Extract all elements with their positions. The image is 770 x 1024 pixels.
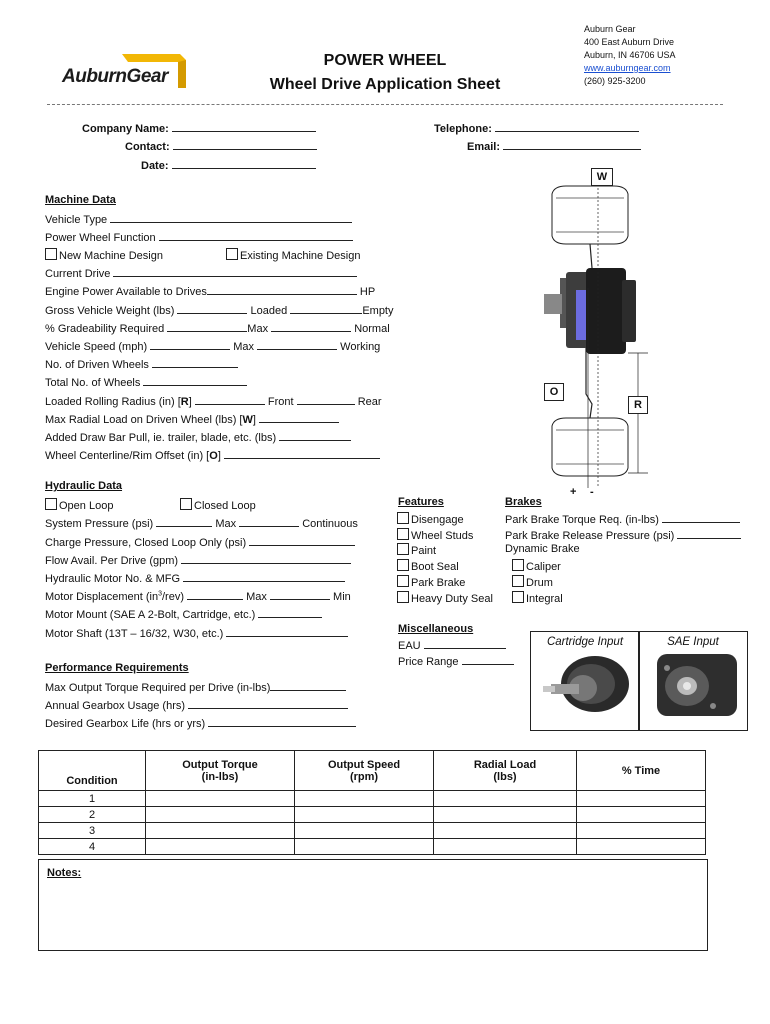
features-heading: Features	[398, 496, 444, 508]
table-cell[interactable]	[146, 839, 295, 855]
r-dimension-label: R	[628, 396, 648, 414]
table-row	[39, 839, 706, 855]
table-cell[interactable]	[434, 807, 577, 823]
feature-park-brake-checkbox[interactable]: Park Brake	[397, 575, 465, 589]
wheel-drive-diagram	[536, 168, 660, 500]
table-row	[39, 791, 706, 807]
centerline-field[interactable]: Wheel Centerline/Rim Offset (in) [O]	[45, 448, 380, 462]
rolling-radius-field[interactable]: Loaded Rolling Radius (in) [R] Front Rear	[45, 396, 382, 408]
address-line: Auburn, IN 46706 USA	[584, 50, 676, 60]
sae-input-label: SAE Input	[667, 636, 719, 648]
page-title-line1: POWER WHEEL	[323, 52, 447, 69]
notes-label: Notes:	[47, 867, 82, 879]
annual-usage-field[interactable]: Annual Gearbox Usage (hrs)	[45, 698, 348, 712]
closed-loop-checkbox[interactable]: Closed Loop	[180, 498, 256, 512]
page-title-line2: Wheel Drive Application Sheet	[269, 76, 501, 93]
address-line: Auburn Gear	[584, 24, 636, 34]
conditions-table	[38, 750, 706, 855]
condition-number: 2	[39, 807, 146, 823]
eau-field[interactable]: EAU	[398, 638, 506, 652]
contact-field[interactable]: Contact:	[125, 139, 317, 153]
condition-header: Condition	[39, 751, 146, 791]
current-drive-field[interactable]: Current Drive	[45, 266, 357, 280]
date-field[interactable]: Date:	[141, 158, 316, 172]
feature-wheel-studs-checkbox[interactable]: Wheel Studs	[397, 528, 473, 542]
telephone-field[interactable]: Telephone:	[434, 121, 639, 135]
open-loop-checkbox[interactable]: Open Loop	[45, 498, 113, 512]
condition-number: 3	[39, 823, 146, 839]
output-torque-header: Output Torque (in-lbs)	[146, 751, 295, 791]
table-cell[interactable]	[434, 823, 577, 839]
flow-field[interactable]: Flow Avail. Per Drive (gpm)	[45, 553, 351, 567]
park-brake-torque-field[interactable]: Park Brake Torque Req. (in-lbs)	[505, 512, 740, 526]
address-line: 400 East Auburn Drive	[584, 37, 675, 47]
company-logo	[60, 48, 190, 96]
table-header-row	[39, 751, 706, 791]
driven-wheels-field[interactable]: No. of Driven Wheels	[45, 357, 238, 371]
brake-drum-checkbox[interactable]: Drum	[512, 575, 553, 589]
website-link[interactable]: www.auburngear.com	[584, 63, 671, 73]
total-wheels-field[interactable]: Total No. of Wheels	[45, 375, 247, 389]
table-cell[interactable]	[295, 791, 434, 807]
cartridge-input-box[interactable]	[530, 631, 640, 731]
power-wheel-function-field[interactable]: Power Wheel Function	[45, 230, 353, 244]
new-machine-checkbox[interactable]: New Machine Design	[45, 248, 163, 262]
w-dimension-label: W	[591, 168, 613, 186]
gearbox-life-field[interactable]: Desired Gearbox Life (hrs or yrs)	[45, 716, 356, 730]
table-cell[interactable]	[434, 839, 577, 855]
existing-machine-checkbox[interactable]: Existing Machine Design	[226, 248, 360, 262]
table-cell[interactable]	[577, 839, 706, 855]
table-row	[39, 807, 706, 823]
brake-integral-checkbox[interactable]: Integral	[512, 591, 563, 605]
charge-pressure-field[interactable]: Charge Pressure, Closed Loop Only (psi)	[45, 535, 355, 549]
vehicle-speed-field[interactable]: Vehicle Speed (mph) Max Working	[45, 341, 381, 353]
gvw-field[interactable]: Gross Vehicle Weight (lbs) Loaded Empty	[45, 305, 394, 317]
table-cell[interactable]	[295, 823, 434, 839]
motor-no-field[interactable]: Hydraulic Motor No. & MFG	[45, 571, 345, 585]
dynamic-brake-label: Dynamic Brake	[505, 543, 580, 555]
misc-heading: Miscellaneous	[398, 623, 474, 635]
motor-shaft-field[interactable]: Motor Shaft (13T – 16/32, W30, etc.)	[45, 626, 348, 640]
cartridge-motor-image	[535, 648, 635, 720]
sae-input-box[interactable]	[638, 631, 748, 731]
machine-data-heading: Machine Data	[45, 194, 116, 206]
phone-number: (260) 925-3200	[584, 76, 646, 86]
email-field[interactable]: Email:	[467, 139, 641, 153]
table-cell[interactable]	[295, 807, 434, 823]
sae-motor-image	[643, 648, 743, 720]
vehicle-type-field[interactable]: Vehicle Type	[45, 212, 352, 226]
percent-time-header: % Time	[577, 751, 706, 791]
company-name-field[interactable]: Company Name:	[82, 121, 316, 135]
engine-power-field[interactable]: Engine Power Available to Drives HP	[45, 286, 376, 298]
table-row	[39, 823, 706, 839]
table-cell[interactable]	[146, 823, 295, 839]
motor-mount-field[interactable]: Motor Mount (SAE A 2-Bolt, Cartridge, etc.)	[45, 607, 322, 621]
company-address	[584, 23, 676, 88]
header-divider	[47, 104, 723, 105]
radial-load-field[interactable]: Max Radial Load on Driven Wheel (lbs) [W]	[45, 412, 339, 426]
output-speed-header: Output Speed (rpm)	[295, 751, 434, 791]
o-dimension-label: O	[544, 383, 564, 401]
brake-caliper-checkbox[interactable]: Caliper	[512, 559, 561, 573]
table-cell[interactable]	[434, 791, 577, 807]
displacement-field[interactable]: Motor Displacement $(in^3/rev)$ Max Min	[45, 590, 351, 603]
condition-number: 1	[39, 791, 146, 807]
brakes-heading: Brakes	[505, 496, 542, 508]
draw-bar-field[interactable]: Added Draw Bar Pull, ie. trailer, blade, etc. (lbs)	[45, 430, 351, 444]
table-cell[interactable]	[577, 823, 706, 839]
hydraulic-heading: Hydraulic Data	[45, 480, 123, 492]
logo-text: AuburnGear	[62, 66, 168, 87]
feature-boot-seal-checkbox[interactable]: Boot Seal	[397, 559, 459, 573]
plus-sign: +	[570, 486, 577, 498]
price-range-field[interactable]: Price Range	[398, 654, 514, 668]
condition-number: 4	[39, 839, 146, 855]
feature-disengage-checkbox[interactable]: Disengage	[397, 512, 464, 526]
gradeability-field[interactable]: % Gradeability Required Max Normal	[45, 323, 390, 335]
performance-heading: Performance Requirements	[45, 662, 189, 674]
table-cell[interactable]	[577, 807, 706, 823]
system-pressure-field[interactable]: System Pressure (psi) Max Continuous	[45, 518, 358, 530]
notes-box[interactable]	[38, 859, 708, 951]
park-brake-release-field[interactable]: Park Brake Release Pressure (psi)	[505, 528, 741, 542]
table-cell[interactable]	[146, 807, 295, 823]
table-cell[interactable]	[577, 791, 706, 807]
cartridge-input-label: Cartridge Input	[546, 636, 624, 648]
feature-heavy-duty-seal-checkbox[interactable]: Heavy Duty Seal	[397, 591, 493, 605]
table-cell[interactable]	[295, 839, 434, 855]
feature-paint-checkbox[interactable]: Paint	[397, 543, 436, 557]
table-cell[interactable]	[146, 791, 295, 807]
max-output-torque-field[interactable]: Max Output Torque Required per Drive (in-lbs)	[45, 680, 346, 694]
minus-sign: -	[590, 486, 594, 498]
radial-load-header: Radial Load (lbs)	[434, 751, 577, 791]
